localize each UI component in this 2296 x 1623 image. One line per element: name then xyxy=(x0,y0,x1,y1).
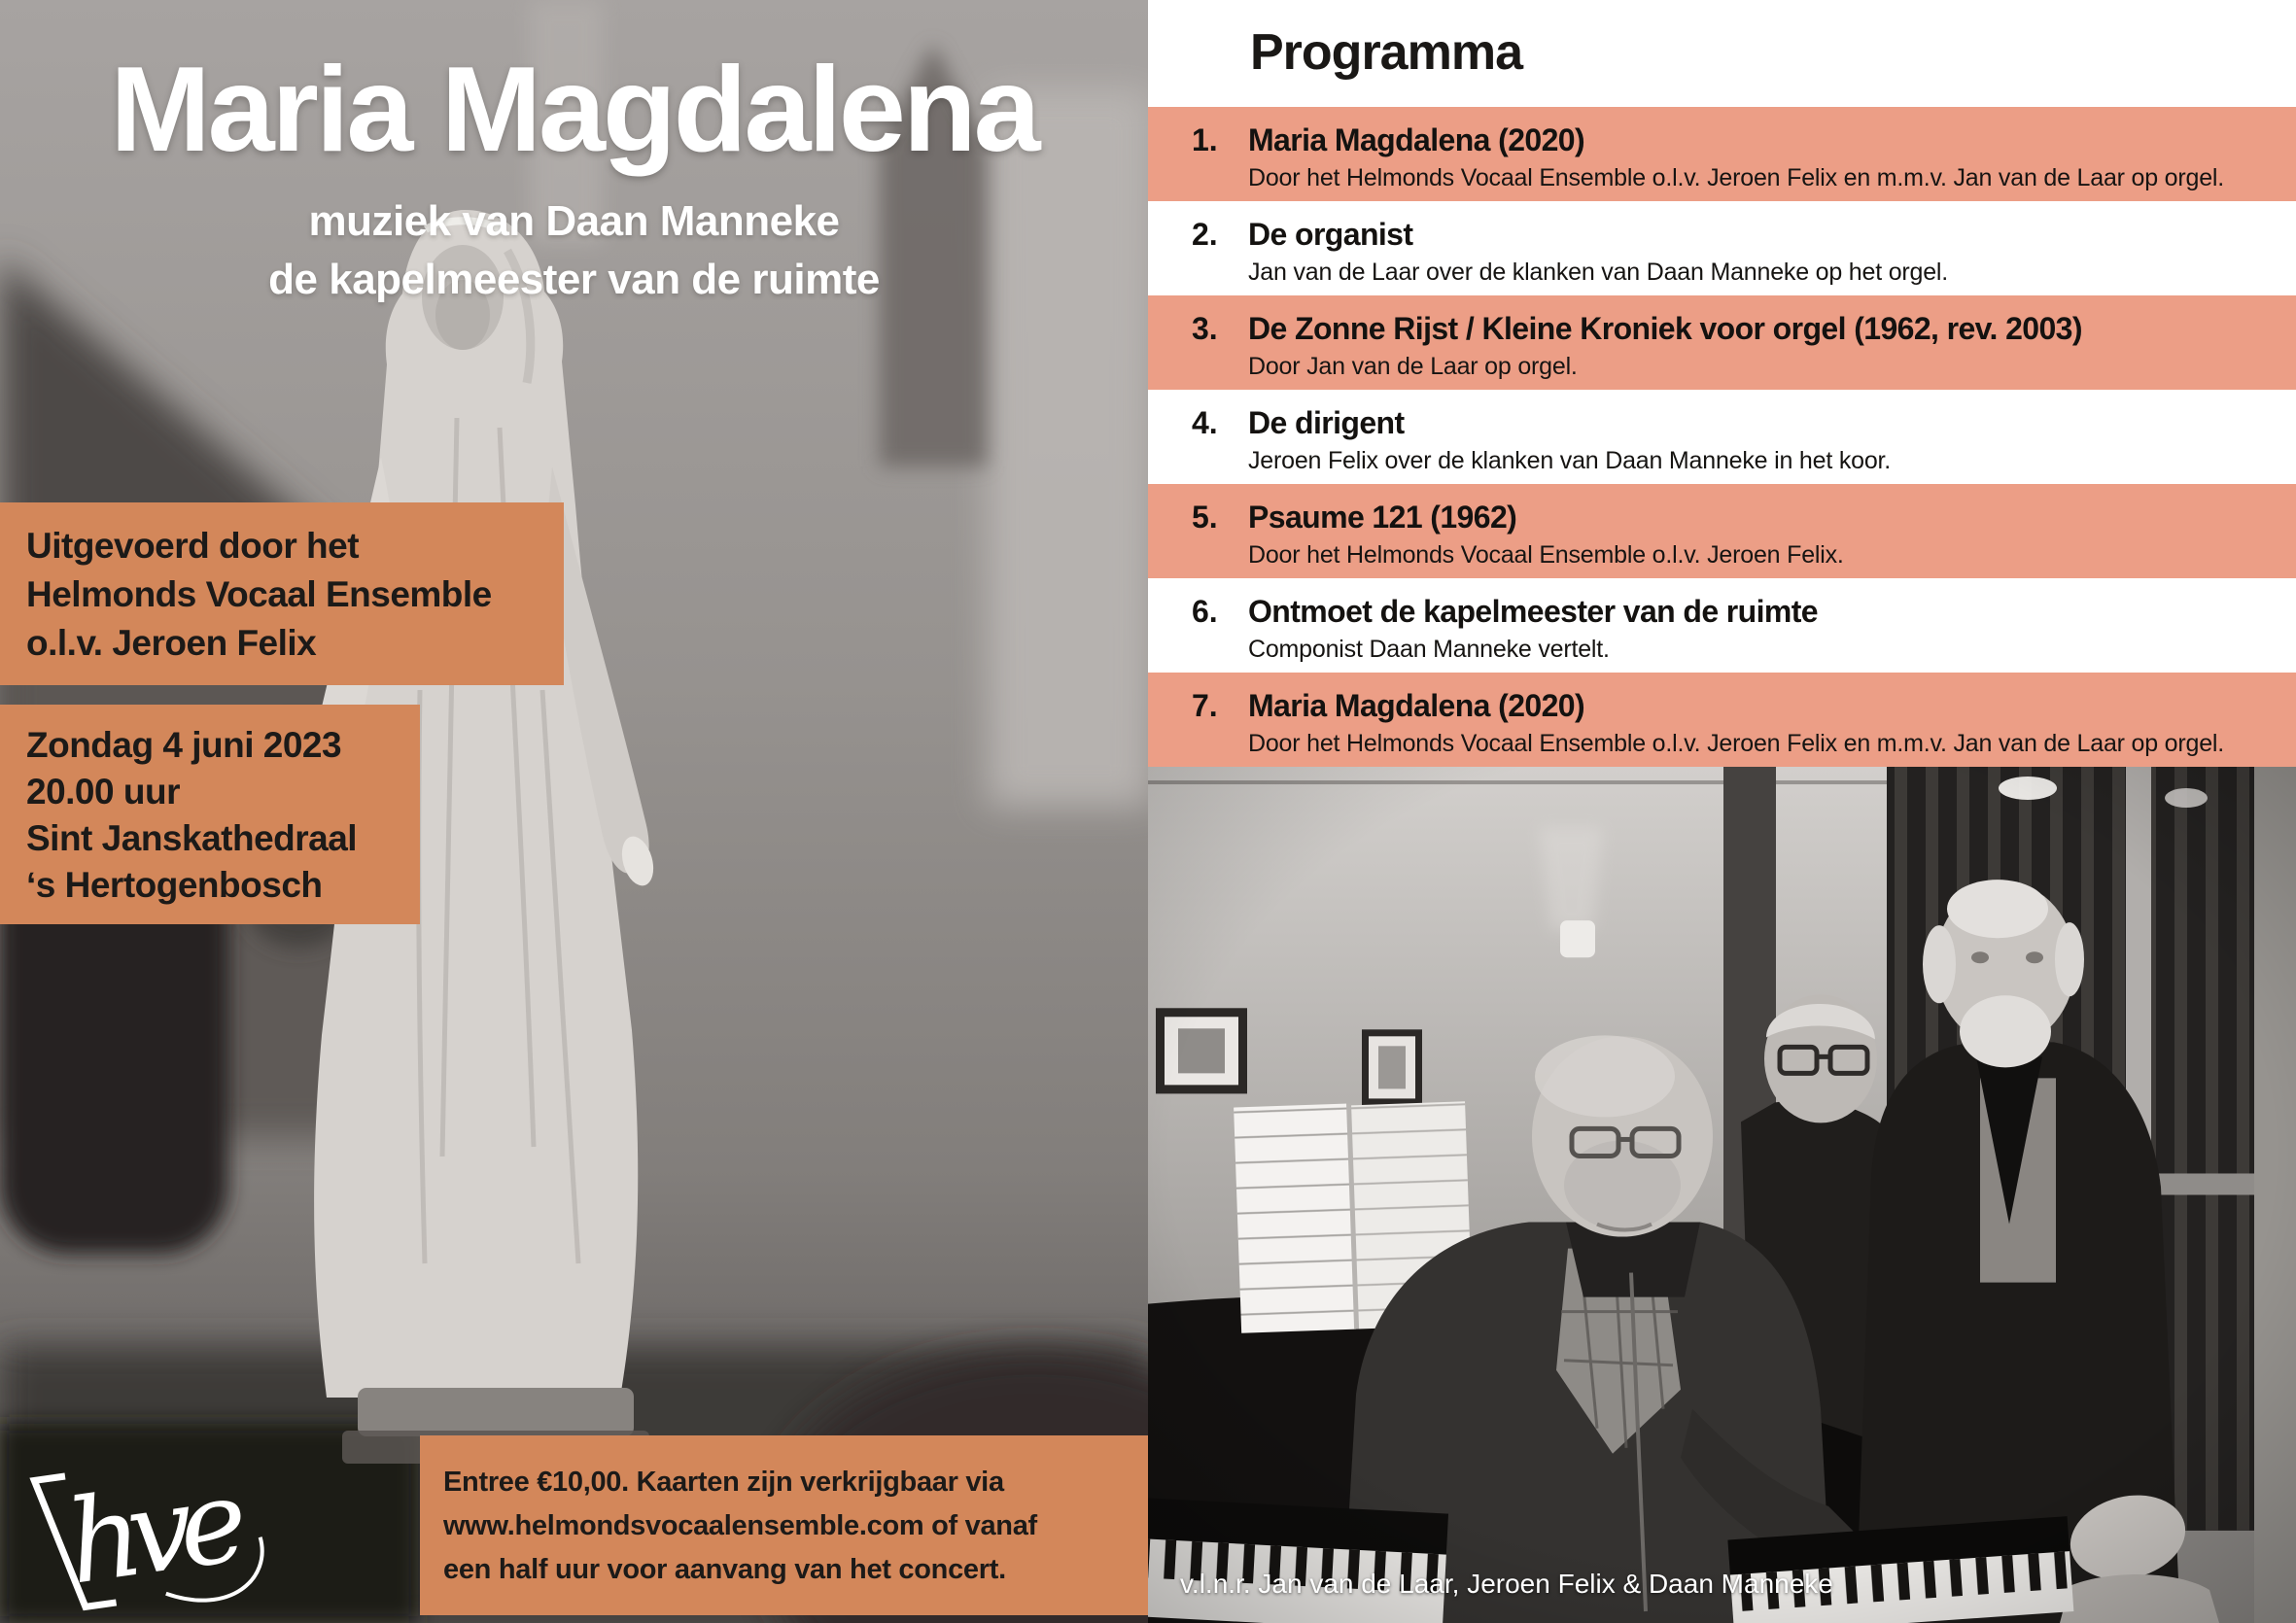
program-list xyxy=(1148,107,2296,767)
program-heading: Programma xyxy=(1250,24,1522,81)
program-item-6 xyxy=(1148,578,2296,673)
item-title: De Zonne Rijst / Kleine Kroniek voor orgel (1962, rev. 2003) xyxy=(1248,311,2082,346)
item-description: Jan van de Laar over de klanken van Daan Manneke op het orgel. xyxy=(1248,259,1949,286)
program-item-4 xyxy=(1148,390,2296,484)
photo-caption: v.l.n.r. Jan van de Laar, Jeroen Felix & Daan Manneke xyxy=(1180,1569,1833,1599)
item-description: Jeroen Felix over de klanken van Daan Manneke in het koor. xyxy=(1248,447,1892,474)
performers-line-1: Uitgevoerd door het xyxy=(26,526,360,566)
item-number: 4. xyxy=(1192,405,1218,440)
musicians-group-photo xyxy=(1148,767,2296,1623)
performers-box xyxy=(0,502,564,685)
tickets-line-2-website: www.helmondsvocaalensemble.com of vanaf xyxy=(443,1510,1037,1541)
item-description: Door het Helmonds Vocaal Ensemble o.l.v. Jeroen Felix. xyxy=(1248,541,1844,569)
item-number: 6. xyxy=(1192,594,1218,629)
musicians-photo-graphic xyxy=(1148,767,2296,1623)
logo-text: hve xyxy=(59,1454,243,1610)
item-number: 5. xyxy=(1192,500,1218,535)
item-number: 2. xyxy=(1192,217,1218,252)
item-number: 7. xyxy=(1192,688,1218,723)
tickets-line-1: Entree €10,00. Kaarten zijn verkrijgbaar via xyxy=(443,1467,1004,1498)
tickets-line-3: een half uur voor aanvang van het concert. xyxy=(443,1554,1006,1585)
event-time: 20.00 uur xyxy=(26,772,180,812)
item-description: Door het Helmonds Vocaal Ensemble o.l.v. Jeroen Felix en m.m.v. Jan van de Laar op orgel. xyxy=(1248,164,2225,191)
program-item-2 xyxy=(1148,201,2296,295)
hve-logo-graphic xyxy=(14,1450,278,1617)
item-number: 1. xyxy=(1192,122,1218,157)
tickets-box xyxy=(420,1435,1148,1615)
event-date: Zondag 4 juni 2023 xyxy=(26,725,342,765)
item-description: Door Jan van de Laar op orgel. xyxy=(1248,353,1578,380)
item-title: Maria Magdalena (2020) xyxy=(1248,688,1585,723)
program-item-3 xyxy=(1148,295,2296,390)
hve-logo xyxy=(14,1450,278,1617)
item-number: 3. xyxy=(1192,311,1218,346)
performers-line-2: Helmonds Vocaal Ensemble xyxy=(26,574,492,614)
program-right-half xyxy=(1148,0,2296,1623)
subtitle-line-1: muziek van Daan Manneke xyxy=(308,197,840,245)
item-title: De dirigent xyxy=(1248,405,1405,440)
item-title: De organist xyxy=(1248,217,1413,252)
subtitle-line-2: de kapelmeester van de ruimte xyxy=(268,256,880,303)
program-item-7 xyxy=(1148,673,2296,767)
program-item-5 xyxy=(1148,484,2296,578)
item-title: Psaume 121 (1962) xyxy=(1248,500,1517,535)
performers-line-3: o.l.v. Jeroen Felix xyxy=(26,623,317,663)
poster-title: Maria Magdalena xyxy=(110,43,1038,177)
item-description: Door het Helmonds Vocaal Ensemble o.l.v. Jeroen Felix en m.m.v. Jan van de Laar op orgel. xyxy=(1248,730,2225,757)
event-city: ‘s Hertogenbosch xyxy=(26,865,323,905)
event-venue: Sint Janskathedraal xyxy=(26,818,358,858)
poster-subtitle xyxy=(0,192,1148,309)
event-details-box xyxy=(0,705,420,924)
item-description: Componist Daan Manneke vertelt. xyxy=(1248,636,1610,663)
item-title: Maria Magdalena (2020) xyxy=(1248,122,1585,157)
program-item-1 xyxy=(1148,107,2296,201)
item-title: Ontmoet de kapelmeester van de ruimte xyxy=(1248,594,1819,629)
